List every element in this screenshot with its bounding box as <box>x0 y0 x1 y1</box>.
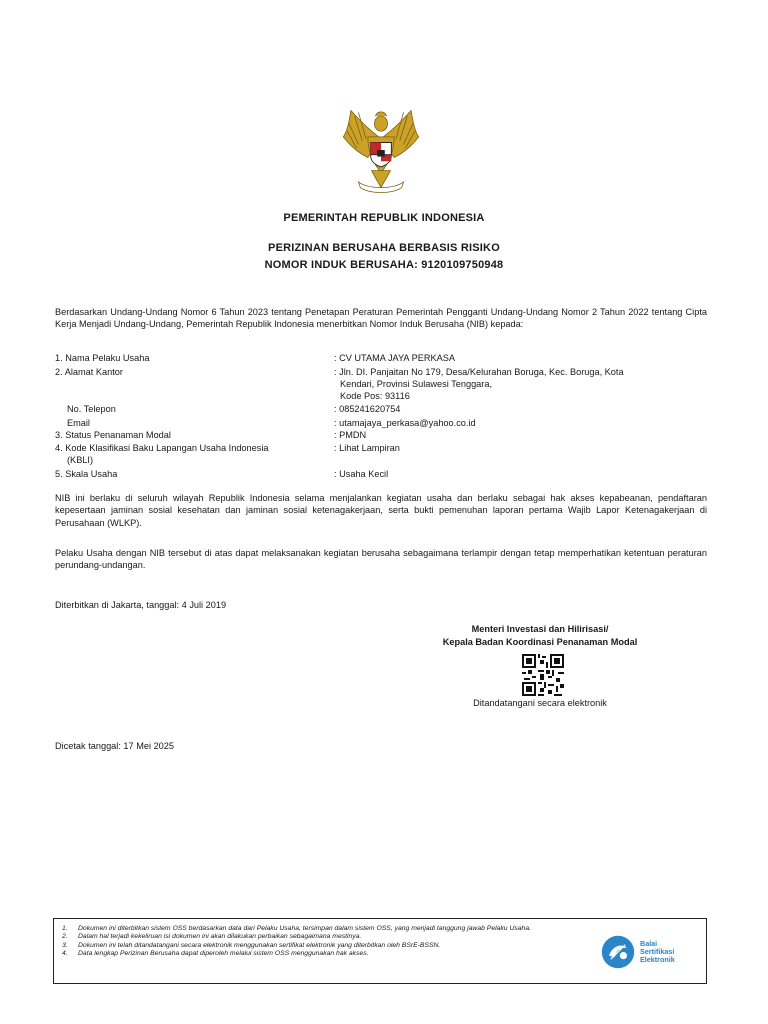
qr-code-icon <box>522 654 564 696</box>
business-scale-label: 5. Skala Usaha <box>55 469 118 479</box>
bsre-seal-icon <box>600 934 636 970</box>
bsre-logo <box>600 933 700 971</box>
kbli-value: : Lihat Lampiran <box>334 443 400 453</box>
investment-status-value: : PMDN <box>334 430 367 440</box>
obligation-paragraph: Pelaku Usaha dengan NIB tersebut di atas dapat melaksanakan kegiatan berusaha sebagaimana terlampir dengan tetap memperhatikan ketentuan peraturan perundang-undangan. <box>55 548 707 571</box>
footer-note: 1. Dokumen ini diterbitkan sistem OSS berdasarkan data dari Pelaku Usaha, tersimpan dalam sistem OSS, yang menjadi tanggung jawab Pelaku Usaha. <box>62 925 531 932</box>
footer-note: 2. Dalam hal terjadi kekeliruan isi dokumen ini akan dilakukan perbaikan sebagaimana mestinya. <box>62 933 362 941</box>
footer-notes-list <box>62 925 582 959</box>
electronic-signature-note: Ditandatangani secara elektronik <box>473 698 607 708</box>
intro-paragraph: Berdasarkan Undang-Undang Nomor 6 Tahun 2023 tentang Penetapan Peraturan Pemerintah Pengganti Undang-Undang Nomor 2 Tahun 2022 tentang Cipta Kerja Menjadi Undang-Undang, Pemerintah Republik Indonesia menerbitkan Nomor Induk Berusaha (NIB) kepada: <box>55 307 707 330</box>
footer-notes-box <box>53 918 707 984</box>
email-value: : utamajaya_perkasa@yahoo.co.id <box>334 418 476 428</box>
signatory-title-1: Menteri Investasi dan Hilirisasi/ <box>471 624 609 634</box>
business-name-label: 1. Nama Pelaku Usaha <box>55 353 150 363</box>
printed-date: Dicetak tanggal: 17 Mei 2025 <box>55 741 175 751</box>
phone-value: : 085241620754 <box>334 404 401 414</box>
kbli-label-abbrev: (KBLI) <box>67 455 94 465</box>
business-name-value: : CV UTAMA JAYA PERKASA <box>334 353 455 363</box>
business-scale-value: : Usaha Kecil <box>334 469 389 479</box>
phone-label: No. Telepon <box>67 404 116 414</box>
investment-status-label: 3. Status Penanaman Modal <box>55 430 171 440</box>
address-line-2: Kendari, Provinsi Sulawesi Tenggara, <box>340 379 493 389</box>
footer-note: 4. Data lengkap Perizinan Berusaha dapat diperoleh melalui sistem OSS menggunakan hak akses. <box>62 950 369 958</box>
bsre-logo-text: Balai Sertifikasi Elektronik <box>640 938 675 965</box>
kbli-label: 4. Kode Klasifikasi Baku Lapangan Usaha Indonesia <box>55 443 269 453</box>
address-label: 2. Alamat Kantor <box>55 367 123 377</box>
validity-paragraph: NIB ini berlaku di seluruh wilayah Republik Indonesia selama menjalankan kegiatan usaha dan berlaku sebagai hak akses kepabeanan, pendaftaran kepesertaan jaminan sosial kesehatan dan jaminan sosial ketenagakerjaan, serta bukti pemenuhan laporan pertama Wajib Lapor Ketenagakerjaan di Perusahaan (WLKP). <box>55 493 707 528</box>
garuda-emblem-icon <box>334 103 428 197</box>
signatory-title-2: Kepala Badan Koordinasi Penanaman Modal <box>442 637 638 647</box>
nib-number: NOMOR INDUK BERUSAHA: 9120109750948 <box>264 259 504 271</box>
issued-date: Diterbitkan di Jakarta, tanggal: 4 Juli 2019 <box>55 600 227 610</box>
footer-note: 3. Dokumen ini telah ditandatangani secara elektronik menggunakan sertifikat elektronik yang diterbitkan oleh BSrE-BSSN. <box>62 941 441 949</box>
email-label: Email <box>67 418 90 428</box>
address-line-1: : Jln. DI. Panjaitan No 179, Desa/Kelurahan Boruga, Kec. Boruga, Kota <box>334 367 624 377</box>
government-heading: PEMERINTAH REPUBLIK INDONESIA <box>283 212 485 224</box>
address-line-3: Kode Pos: 93116 <box>340 391 410 401</box>
document-title: PERIZINAN BERUSAHA BERBASIS RISIKO <box>268 242 500 254</box>
